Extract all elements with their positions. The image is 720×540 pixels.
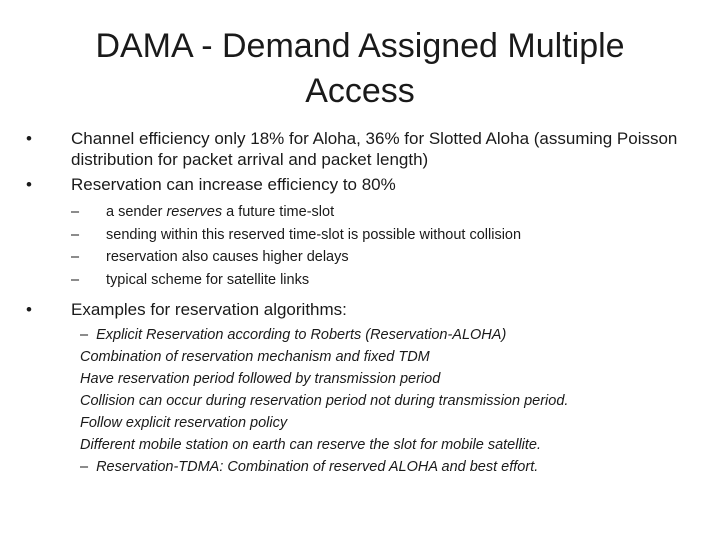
bullet-marker: • [26,175,32,194]
example-text: Combination of reservation mechanism and fixed TDM [80,349,430,365]
slide-title [40,24,680,114]
dash-marker: – [71,226,80,243]
example-line [80,368,706,390]
title-line-1: DAMA - Demand Assigned Multiple [95,27,625,65]
example-line [80,434,706,456]
bullet-item-reservation [26,174,706,291]
bullet-marker: • [26,129,32,148]
sub-list [71,201,706,291]
example-line [80,456,706,478]
bullet-text: Channel efficiency only 18% for Aloha, 36% for Slotted Aloha (assuming Poisson distribution for packet arrival and packet length) [71,129,678,169]
sub-item-pre: reservation also causes higher delays [106,249,349,265]
dash-marker: – [80,327,89,343]
example-line [80,390,706,412]
dash-marker: – [80,459,89,475]
dash-marker: – [71,271,80,288]
sub-item [71,201,706,224]
example-text: Reservation-TDMA: Combination of reserved ALOHA and best effort. [96,459,539,475]
example-text: Have reservation period followed by transmission period [80,371,441,387]
dash-marker: – [71,249,80,265]
bullet-list [26,128,706,482]
example-text: Follow explicit reservation policy [80,415,288,431]
bullet-text: Reservation can increase efficiency to 80% [71,175,396,194]
title-line-2: Access [305,72,415,110]
bullet-item-efficiency [26,128,706,170]
sub-item [71,224,706,247]
sub-item [71,269,706,292]
example-line [80,324,706,346]
example-line [80,412,706,434]
bullet-text: Examples for reservation algorithms: [71,300,347,319]
example-text: Collision can occur during reservation period not during transmission period. [80,393,569,409]
sub-item-pre: typical scheme for satellite links [106,271,310,288]
sub-item-emphasis: reserves [166,204,223,220]
sub-item-pre: sending within this reserved time-slot is possible without collision [106,226,522,243]
example-line [80,346,706,368]
example-text: Different mobile station on earth can reserve the slot for mobile satellite. [80,437,542,453]
sub-item-pre: a sender [106,204,167,220]
sub-item-post: a future time-slot [222,204,335,220]
sub-item [71,246,706,269]
example-text: Explicit Reservation according to Roberts (Reservation-ALOHA) [96,327,507,343]
bullet-item-examples [26,299,706,478]
examples-list [80,324,706,478]
bullet-marker: • [26,300,32,319]
dash-marker: – [71,204,80,220]
